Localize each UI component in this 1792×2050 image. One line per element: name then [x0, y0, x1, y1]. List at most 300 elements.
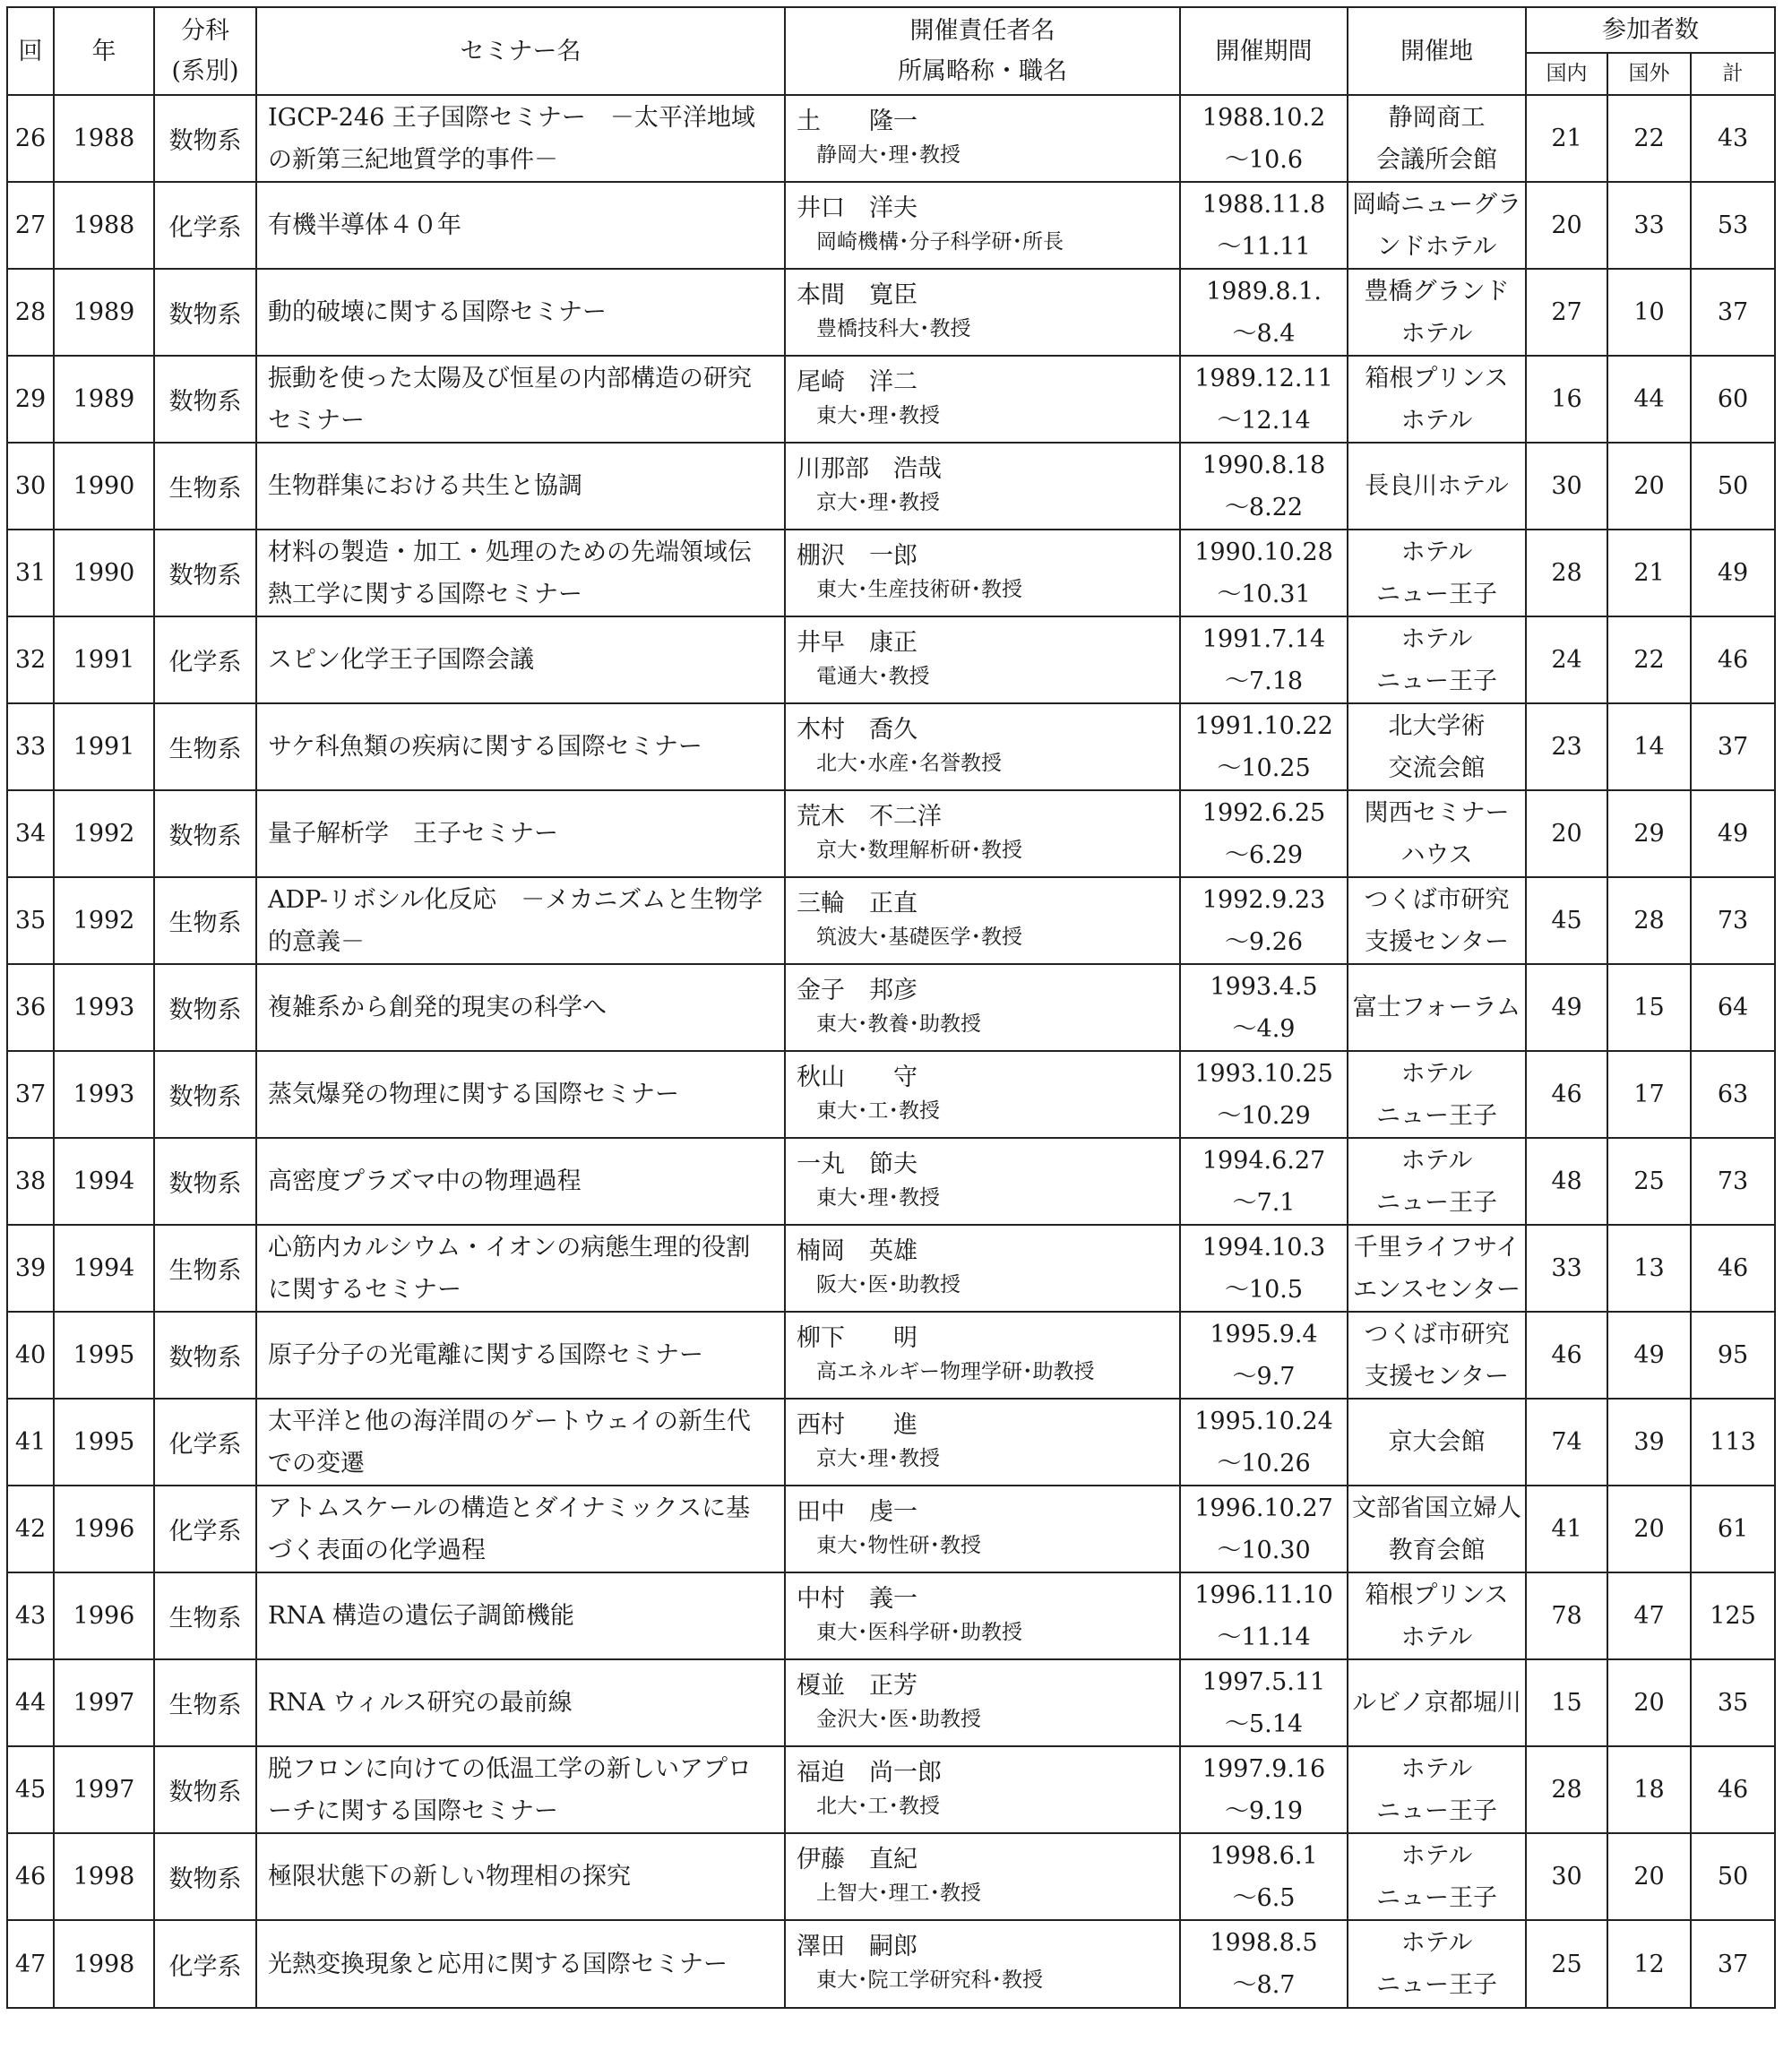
venue-line-2: エンスセンター: [1352, 1275, 1521, 1304]
foreign-count-cell: 22: [1607, 95, 1691, 182]
venue-line-2: ニュー王子: [1376, 1188, 1497, 1217]
seminar-title-cell: 原子分子の光電離に関する国際セミナー: [256, 1312, 785, 1399]
category-cell: 化学系: [154, 616, 256, 703]
table-row: [7, 1659, 1775, 1746]
organizer-cell: [785, 1225, 1180, 1312]
foreign-count-cell: 20: [1607, 1659, 1691, 1746]
organizer-name: 金子 邦彦: [797, 976, 918, 1004]
round-cell: 36: [7, 964, 54, 1051]
table-row: [7, 1486, 1775, 1572]
round-cell: 34: [7, 790, 54, 877]
period-start: 1998.6.1: [1210, 1841, 1318, 1870]
foreign-count-cell: 39: [1607, 1399, 1691, 1486]
organizer-name: 伊藤 直紀: [797, 1845, 918, 1873]
foreign-count-cell: 20: [1607, 443, 1691, 530]
venue-cell: [1348, 616, 1526, 703]
period-start: 1997.5.11: [1202, 1667, 1326, 1696]
domestic-count-cell: 30: [1526, 443, 1607, 530]
round-cell: 38: [7, 1138, 54, 1225]
organizer-affiliation: 筑波大･基礎医学･教授: [816, 925, 1022, 949]
period-cell: [1180, 1486, 1348, 1572]
organizer-name: 棚沢 一郎: [797, 541, 918, 570]
period-start: 1992.9.23: [1202, 885, 1326, 914]
seminar-title-cell: 複雑系から創発的現実の科学へ: [256, 964, 785, 1051]
period-cell: [1180, 703, 1348, 790]
domestic-count-cell: 48: [1526, 1138, 1607, 1225]
table-row: [7, 1225, 1775, 1312]
category-cell: 生物系: [154, 443, 256, 530]
organizer-name: 中村 義一: [797, 1584, 918, 1613]
category-cell: 数物系: [154, 1051, 256, 1138]
organizer-name: 田中 虔一: [797, 1497, 918, 1526]
round-cell: 26: [7, 95, 54, 182]
domestic-count-cell: 21: [1526, 95, 1607, 182]
domestic-count-cell: 49: [1526, 964, 1607, 1051]
organizer-cell: [785, 1399, 1180, 1486]
year-cell: 1996: [54, 1486, 154, 1572]
header-domestic: 国内: [1526, 53, 1607, 95]
organizer-name: 本間 寛臣: [797, 280, 918, 309]
total-count-cell: 73: [1691, 877, 1775, 964]
header-category: 分科 (系別): [154, 7, 256, 95]
venue-cell: [1348, 1833, 1526, 1920]
period-cell: [1180, 1833, 1348, 1920]
total-count-cell: 125: [1691, 1572, 1775, 1659]
organizer-affiliation: 東大･教養･助教授: [816, 1012, 981, 1036]
venue-cell: [1348, 95, 1526, 182]
header-seminar: セミナー名: [256, 7, 785, 95]
period-start: 1990.8.18: [1202, 451, 1326, 479]
total-count-cell: 37: [1691, 703, 1775, 790]
total-count-cell: 61: [1691, 1486, 1775, 1572]
venue-line-1: 文部省国立婦人: [1352, 1494, 1521, 1522]
category-cell: 生物系: [154, 1659, 256, 1746]
venue-line-1: 富士フォーラム: [1352, 994, 1521, 1021]
organizer-affiliation: 東大･理･教授: [816, 1185, 940, 1210]
venue-cell: [1348, 1572, 1526, 1659]
organizer-cell: [785, 443, 1180, 530]
period-start: 1989.8.1.: [1206, 277, 1322, 306]
venue-line-2: 支援センター: [1365, 1362, 1509, 1391]
table-row: [7, 1138, 1775, 1225]
period-start: 1990.10.28: [1194, 538, 1333, 566]
header-participants: 参加者数: [1526, 7, 1775, 53]
table-row: [7, 964, 1775, 1051]
venue-cell: [1348, 1746, 1526, 1833]
venue-line-2: ンドホテル: [1376, 232, 1497, 261]
organizer-cell: [785, 182, 1180, 269]
seminar-title-cell: RNA 構造の遺伝子調節機能: [256, 1572, 785, 1659]
organizer-affiliation: 東大･院工学研究科･教授: [816, 1968, 1043, 1992]
table-row: [7, 1051, 1775, 1138]
venue-line-1: 豊橋グランド: [1364, 277, 1510, 306]
organizer-affiliation: 東大･生産技術研･教授: [816, 577, 1022, 601]
table-row: [7, 1312, 1775, 1399]
period-end: ～11.11: [1217, 232, 1311, 261]
organizer-name: 井口 洋夫: [797, 194, 918, 222]
organizer-name: 三輪 正直: [797, 889, 918, 917]
organizer-affiliation: 高エネルギー物理学研･助教授: [816, 1359, 1095, 1383]
round-cell: 44: [7, 1659, 54, 1746]
organizer-affiliation: 阪大･医･助教授: [816, 1272, 961, 1296]
total-count-cell: 35: [1691, 1659, 1775, 1746]
organizer-cell: [785, 1920, 1180, 2008]
domestic-count-cell: 28: [1526, 1746, 1607, 1833]
total-count-cell: 73: [1691, 1138, 1775, 1225]
period-end: ～8.4: [1232, 319, 1296, 348]
category-cell: 生物系: [154, 703, 256, 790]
domestic-count-cell: 15: [1526, 1659, 1607, 1746]
organizer-affiliation: 東大･医科学研･助教授: [816, 1620, 1022, 1644]
organizer-affiliation: 東大･理･教授: [816, 403, 940, 427]
venue-cell: [1348, 1225, 1526, 1312]
total-count-cell: 53: [1691, 182, 1775, 269]
round-cell: 45: [7, 1746, 54, 1833]
total-count-cell: 113: [1691, 1399, 1775, 1486]
organizer-affiliation: 北大･工･教授: [816, 1794, 940, 1818]
domestic-count-cell: 33: [1526, 1225, 1607, 1312]
period-cell: [1180, 95, 1348, 182]
round-cell: 35: [7, 877, 54, 964]
organizer-name: 木村 喬久: [797, 715, 918, 744]
venue-cell: [1348, 703, 1526, 790]
year-cell: 1988: [54, 95, 154, 182]
organizer-affiliation: 金沢大･医･助教授: [816, 1707, 981, 1731]
organizer-cell: [785, 877, 1180, 964]
period-cell: [1180, 616, 1348, 703]
total-count-cell: 49: [1691, 530, 1775, 616]
organizer-cell: [785, 530, 1180, 616]
organizer-cell: [785, 1051, 1180, 1138]
table-row: [7, 530, 1775, 616]
seminar-title-cell: 心筋内カルシウム・イオンの病態生理的役割に関するセミナー: [256, 1225, 785, 1312]
domestic-count-cell: 41: [1526, 1486, 1607, 1572]
seminar-title-cell: 振動を使った太陽及び恒星の内部構造の研究セミナー: [256, 356, 785, 443]
foreign-count-cell: 29: [1607, 790, 1691, 877]
period-start: 1994.6.27: [1202, 1146, 1326, 1175]
venue-line-1: ホテル: [1400, 1059, 1473, 1088]
venue-line-2: ニュー王子: [1376, 1971, 1497, 1999]
year-cell: 1989: [54, 356, 154, 443]
category-cell: 数物系: [154, 530, 256, 616]
organizer-cell: [785, 964, 1180, 1051]
venue-line-2: ハウス: [1400, 840, 1473, 869]
venue-line-2: ニュー王子: [1376, 1883, 1497, 1912]
period-end: ～8.22: [1224, 493, 1304, 521]
round-cell: 30: [7, 443, 54, 530]
table-row: [7, 1920, 1775, 2008]
venue-cell: [1348, 964, 1526, 1051]
year-cell: 1990: [54, 443, 154, 530]
organizer-name: 土 隆一: [797, 107, 918, 135]
table-header: [7, 7, 1775, 95]
venue-cell: [1348, 269, 1526, 356]
seminar-title-cell: 太平洋と他の海洋間のゲートウェイの新生代での変遷: [256, 1399, 785, 1486]
period-end: ～10.25: [1217, 754, 1311, 782]
seminar-title-cell: アトムスケールの構造とダイナミックスに基づく表面の化学過程: [256, 1486, 785, 1572]
year-cell: 1991: [54, 703, 154, 790]
foreign-count-cell: 47: [1607, 1572, 1691, 1659]
year-cell: 1998: [54, 1920, 154, 2008]
seminar-title-cell: 蒸気爆発の物理に関する国際セミナー: [256, 1051, 785, 1138]
category-cell: 化学系: [154, 1920, 256, 2008]
foreign-count-cell: 22: [1607, 616, 1691, 703]
organizer-affiliation: 北大･水産･名誉教授: [816, 751, 1002, 775]
seminar-title-cell: RNA ウィルス研究の最前線: [256, 1659, 785, 1746]
period-cell: [1180, 790, 1348, 877]
year-cell: 1997: [54, 1659, 154, 1746]
organizer-affiliation: 上智大･理工･教授: [816, 1881, 981, 1905]
venue-cell: [1348, 1399, 1526, 1486]
organizer-name: 楠岡 英雄: [797, 1236, 918, 1265]
table-row: [7, 1746, 1775, 1833]
venue-line-1: 北大学術: [1388, 711, 1486, 740]
organizer-cell: [785, 1138, 1180, 1225]
organizer-cell: [785, 1659, 1180, 1746]
category-cell: 数物系: [154, 790, 256, 877]
organizer-name: 榎並 正芳: [797, 1671, 918, 1700]
foreign-count-cell: 18: [1607, 1746, 1691, 1833]
period-end: ～10.6: [1224, 145, 1304, 174]
organizer-affiliation: 豊橋技科大･教授: [816, 316, 971, 340]
seminar-title-cell: 生物群集における共生と協調: [256, 443, 785, 530]
domestic-count-cell: 28: [1526, 530, 1607, 616]
year-cell: 1993: [54, 1051, 154, 1138]
organizer-name: 西村 進: [797, 1410, 918, 1439]
organizer-cell: [785, 703, 1180, 790]
total-count-cell: 46: [1691, 616, 1775, 703]
period-end: ～12.14: [1217, 406, 1311, 435]
year-cell: 1992: [54, 790, 154, 877]
period-cell: [1180, 182, 1348, 269]
year-cell: 1994: [54, 1225, 154, 1312]
year-cell: 1991: [54, 616, 154, 703]
organizer-cell: [785, 1746, 1180, 1833]
header-total: 計: [1691, 53, 1775, 95]
period-end: ～9.26: [1224, 927, 1304, 956]
venue-line-1: 長良川ホテル: [1365, 472, 1509, 500]
seminar-title-cell: 極限状態下の新しい物理相の探究: [256, 1833, 785, 1920]
category-cell: 化学系: [154, 1399, 256, 1486]
category-cell: 生物系: [154, 1572, 256, 1659]
venue-line-1: ホテル: [1400, 1146, 1473, 1175]
period-cell: [1180, 443, 1348, 530]
foreign-count-cell: 17: [1607, 1051, 1691, 1138]
foreign-count-cell: 25: [1607, 1138, 1691, 1225]
total-count-cell: 37: [1691, 1920, 1775, 2008]
period-end: ～10.29: [1217, 1101, 1311, 1130]
period-end: ～10.5: [1224, 1275, 1304, 1304]
seminar-title-cell: 量子解析学 王子セミナー: [256, 790, 785, 877]
period-end: ～8.7: [1232, 1971, 1296, 1999]
organizer-cell: [785, 95, 1180, 182]
venue-line-1: つくば市研究: [1364, 1320, 1510, 1348]
total-count-cell: 49: [1691, 790, 1775, 877]
organizer-name: 澤田 嗣郎: [797, 1933, 918, 1960]
domestic-count-cell: 46: [1526, 1312, 1607, 1399]
round-cell: 43: [7, 1572, 54, 1659]
seminar-title-cell: 材料の製造・加工・処理のための先端領域伝熱工学に関する国際セミナー: [256, 530, 785, 616]
table-row: [7, 703, 1775, 790]
round-cell: 31: [7, 530, 54, 616]
seminar-title-cell: 動的破壊に関する国際セミナー: [256, 269, 785, 356]
header-venue: 開催地: [1348, 7, 1526, 95]
seminar-table-wrapper: [6, 6, 1776, 2009]
round-cell: 29: [7, 356, 54, 443]
category-cell: 化学系: [154, 1486, 256, 1572]
total-count-cell: 46: [1691, 1746, 1775, 1833]
period-cell: [1180, 964, 1348, 1051]
total-count-cell: 46: [1691, 1225, 1775, 1312]
round-cell: 28: [7, 269, 54, 356]
total-count-cell: 37: [1691, 269, 1775, 356]
organizer-affiliation: 京大･理･教授: [816, 490, 940, 514]
period-end: ～9.19: [1224, 1796, 1304, 1825]
venue-cell: [1348, 1312, 1526, 1399]
category-cell: 数物系: [154, 964, 256, 1051]
organizer-name: 秋山 守: [797, 1063, 918, 1091]
foreign-count-cell: 14: [1607, 703, 1691, 790]
year-cell: 1995: [54, 1312, 154, 1399]
seminar-title-cell: ADP-リボシル化反応 －メカニズムと生物学的意義－: [256, 877, 785, 964]
category-cell: 生物系: [154, 1225, 256, 1312]
seminar-title-cell: スピン化学王子国際会議: [256, 616, 785, 703]
venue-line-1: ホテル: [1400, 538, 1473, 566]
organizer-cell: [785, 616, 1180, 703]
foreign-count-cell: 33: [1607, 182, 1691, 269]
venue-line-1: ホテル: [1400, 1841, 1473, 1870]
period-cell: [1180, 356, 1348, 443]
organizer-name: 福迫 尚一郎: [797, 1758, 942, 1787]
venue-line-1: 箱根プリンス: [1365, 364, 1509, 392]
foreign-count-cell: 28: [1607, 877, 1691, 964]
period-start: 1988.10.2: [1202, 103, 1326, 132]
period-start: 1988.11.8: [1202, 190, 1326, 219]
organizer-cell: [785, 1486, 1180, 1572]
round-cell: 40: [7, 1312, 54, 1399]
category-cell: 数物系: [154, 269, 256, 356]
venue-line-1: ルビノ京都堀川: [1352, 1689, 1521, 1717]
domestic-count-cell: 74: [1526, 1399, 1607, 1486]
category-cell: 化学系: [154, 182, 256, 269]
organizer-affiliation: 電通大･教授: [816, 664, 930, 688]
organizer-cell: [785, 1572, 1180, 1659]
period-start: 1994.10.3: [1202, 1233, 1326, 1262]
seminar-title-cell: IGCP-246 王子国際セミナー －太平洋地域の新第三紀地質学的事件－: [256, 95, 785, 182]
table-row: [7, 1833, 1775, 1920]
year-cell: 1989: [54, 269, 154, 356]
table-row: [7, 790, 1775, 877]
total-count-cell: 50: [1691, 1833, 1775, 1920]
venue-cell: [1348, 1138, 1526, 1225]
organizer-affiliation: 京大･数理解析研･教授: [816, 838, 1022, 862]
venue-line-1: ホテル: [1400, 1929, 1473, 1957]
foreign-count-cell: 20: [1607, 1833, 1691, 1920]
organizer-cell: [785, 1833, 1180, 1920]
organizer-affiliation: 京大･理･教授: [816, 1446, 940, 1470]
period-start: 1993.4.5: [1210, 972, 1318, 1001]
organizer-affiliation: 東大･物性研･教授: [816, 1533, 981, 1557]
period-start: 1989.12.11: [1194, 364, 1333, 392]
table-row: [7, 356, 1775, 443]
foreign-count-cell: 15: [1607, 964, 1691, 1051]
period-cell: [1180, 530, 1348, 616]
foreign-count-cell: 12: [1607, 1920, 1691, 2008]
seminar-title-cell: 高密度プラズマ中の物理過程: [256, 1138, 785, 1225]
round-cell: 32: [7, 616, 54, 703]
venue-line-2: 教育会館: [1388, 1536, 1486, 1564]
foreign-count-cell: 20: [1607, 1486, 1691, 1572]
table-row: [7, 616, 1775, 703]
round-cell: 27: [7, 182, 54, 269]
venue-cell: [1348, 356, 1526, 443]
venue-line-2: ホテル: [1400, 406, 1473, 435]
round-cell: 42: [7, 1486, 54, 1572]
seminar-title-cell: サケ科魚類の疾病に関する国際セミナー: [256, 703, 785, 790]
header-organizer: 開催責任者名 所属略称・職名: [785, 7, 1180, 95]
period-start: 1998.8.5: [1210, 1929, 1318, 1957]
total-count-cell: 60: [1691, 356, 1775, 443]
venue-line-2: ホテル: [1400, 1623, 1473, 1651]
organizer-name: 一丸 節夫: [797, 1150, 918, 1178]
venue-cell: [1348, 530, 1526, 616]
period-start: 1992.6.25: [1202, 798, 1326, 827]
period-end: ～7.1: [1232, 1188, 1296, 1217]
round-cell: 39: [7, 1225, 54, 1312]
period-start: 1996.11.10: [1194, 1581, 1333, 1609]
domestic-count-cell: 45: [1526, 877, 1607, 964]
organizer-cell: [785, 356, 1180, 443]
round-cell: 41: [7, 1399, 54, 1486]
period-cell: [1180, 1051, 1348, 1138]
seminar-title-cell: 光熱変換現象と応用に関する国際セミナー: [256, 1920, 785, 2008]
period-cell: [1180, 877, 1348, 964]
header-period: 開催期間: [1180, 7, 1348, 95]
venue-line-1: ホテル: [1400, 624, 1473, 653]
venue-cell: [1348, 182, 1526, 269]
domestic-count-cell: 20: [1526, 182, 1607, 269]
organizer-affiliation: 岡崎機構･分子科学研･所長: [816, 229, 1064, 254]
period-start: 1993.10.25: [1194, 1059, 1333, 1088]
year-cell: 1996: [54, 1572, 154, 1659]
venue-line-1: 静岡商工: [1388, 103, 1486, 132]
period-end: ～7.18: [1224, 667, 1304, 695]
seminar-title-cell: 有機半導体４０年: [256, 182, 785, 269]
organizer-name: 尾崎 洋二: [797, 367, 918, 396]
period-cell: [1180, 1920, 1348, 2008]
seminar-title-cell: 脱フロンに向けての低温工学の新しいアプローチに関する国際セミナー: [256, 1746, 785, 1833]
domestic-count-cell: 27: [1526, 269, 1607, 356]
period-cell: [1180, 1659, 1348, 1746]
category-cell: 数物系: [154, 1746, 256, 1833]
organizer-affiliation: 静岡大･理･教授: [816, 142, 961, 167]
period-cell: [1180, 269, 1348, 356]
year-cell: 1998: [54, 1833, 154, 1920]
year-cell: 1990: [54, 530, 154, 616]
foreign-count-cell: 21: [1607, 530, 1691, 616]
domestic-count-cell: 30: [1526, 1833, 1607, 1920]
category-cell: 生物系: [154, 877, 256, 964]
year-cell: 1988: [54, 182, 154, 269]
table-row: [7, 877, 1775, 964]
venue-cell: [1348, 1486, 1526, 1572]
period-end: ～6.29: [1224, 840, 1304, 869]
period-start: 1995.10.24: [1194, 1407, 1333, 1435]
venue-line-1: つくば市研究: [1364, 885, 1510, 914]
period-cell: [1180, 1225, 1348, 1312]
header-foreign: 国外: [1607, 53, 1691, 95]
category-cell: 数物系: [154, 1833, 256, 1920]
